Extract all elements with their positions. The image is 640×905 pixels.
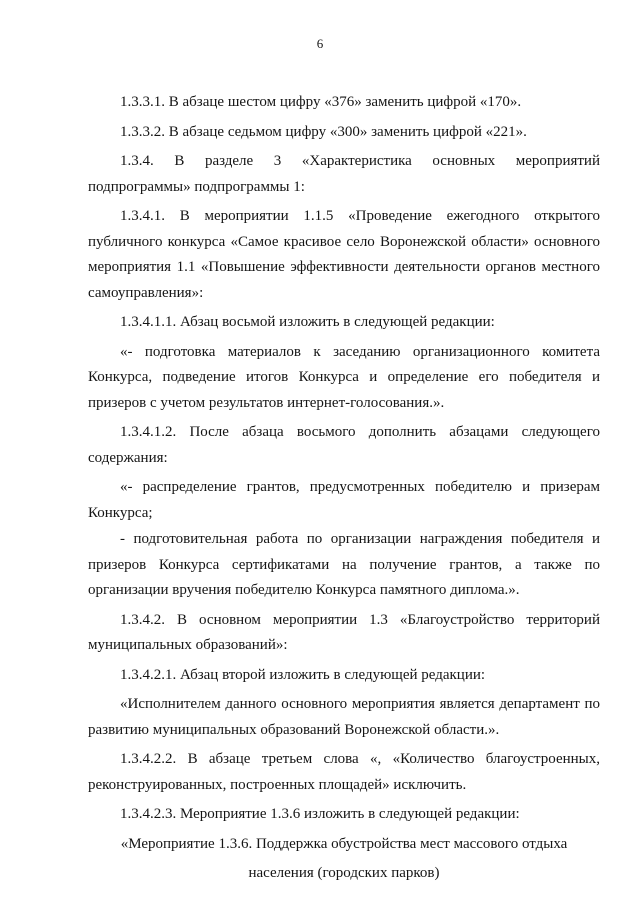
- paragraph-1-3-4-2-2: 1.3.4.2.2. В абзаце третьем слова «, «Количество благоустроенных, реконструированных, построенных площадей» исключить.: [88, 751, 600, 793]
- paragraph-1-3-4-line1: [88, 149, 600, 175]
- paragraph-quote-2: «- распределение грантов, предусмотренных победителю и призерам Конкурса;: [88, 479, 600, 521]
- paragraph-1-3-4-2-1: 1.3.4.2.1. Абзац второй изложить в следующей редакции:: [120, 666, 486, 683]
- paragraph-1-3-4-1: 1.3.4.1. В мероприятии 1.1.5 «Проведение ежегодного открытого публичного конкурса «Самое красивое село Воронежской области» основного мероприятия 1.1 «Повышение эффективности деятельности органов местного самоуправления»:: [88, 208, 600, 301]
- measure-title-line1: «Мероприятие 1.3.6. Поддержка обустройства мест массового отдыха: [120, 835, 568, 852]
- paragraph-1-3-4-word: «Характеристика: [301, 153, 412, 169]
- paragraph-1-3-4-line2: подпрограммы» подпрограммы 1:: [88, 178, 305, 195]
- document-body: [88, 90, 600, 891]
- paragraph-quote-3: - подготовительная работа по организации награждения победителя и призеров Конкурса сертификатами на получение грантов, а также по организации вручения победителю Конкурса памятного диплома.».: [88, 531, 600, 598]
- paragraph-1-3-4-1-1: 1.3.4.1.1. Абзац восьмой изложить в следующей редакции:: [120, 314, 495, 330]
- paragraph-1-3-4-word: 3: [273, 153, 282, 169]
- paragraph-1-3-3-1: 1.3.3.1. В абзаце шестом цифру «376» заменить цифрой «170».: [120, 94, 522, 110]
- page-number: 6: [316, 36, 324, 51]
- paragraph-1-3-3-2: 1.3.3.2. В абзаце седьмом цифру «300» заменить цифрой «221».: [120, 123, 527, 140]
- measure-title-line2: населения (городских парков): [248, 865, 440, 881]
- paragraph-quote-1: «- подготовка материалов к заседанию организационного комитета Конкурса, подведение итогов Конкурса и определение его победителя и призеров с учетом результатов интернет-голосования.».: [88, 343, 600, 411]
- paragraph-1-3-4-word: мероприятий: [515, 153, 600, 169]
- paragraph-1-3-4-2: 1.3.4.2. В основном мероприятии 1.3 «Благоустройство территорий муниципальных образований»:: [88, 611, 600, 653]
- paragraph-quote-4: «Исполнителем данного основного мероприятия является департамент по развитию муниципальных образований Воронежской области.».: [88, 696, 600, 738]
- paragraph-1-3-4-2-3: 1.3.4.2.3. Мероприятие 1.3.6 изложить в следующей редакции:: [120, 806, 520, 822]
- paragraph-1-3-4-word: 1.3.4.: [120, 153, 154, 169]
- paragraph-1-3-4-word: основных: [432, 153, 496, 169]
- paragraph-1-3-4-1-2: 1.3.4.1.2. После абзаца восьмого дополнить абзацами следующего содержания:: [88, 424, 600, 466]
- paragraph-1-3-4-word: разделе: [204, 153, 254, 169]
- paragraph-1-3-4-word: В: [174, 153, 185, 169]
